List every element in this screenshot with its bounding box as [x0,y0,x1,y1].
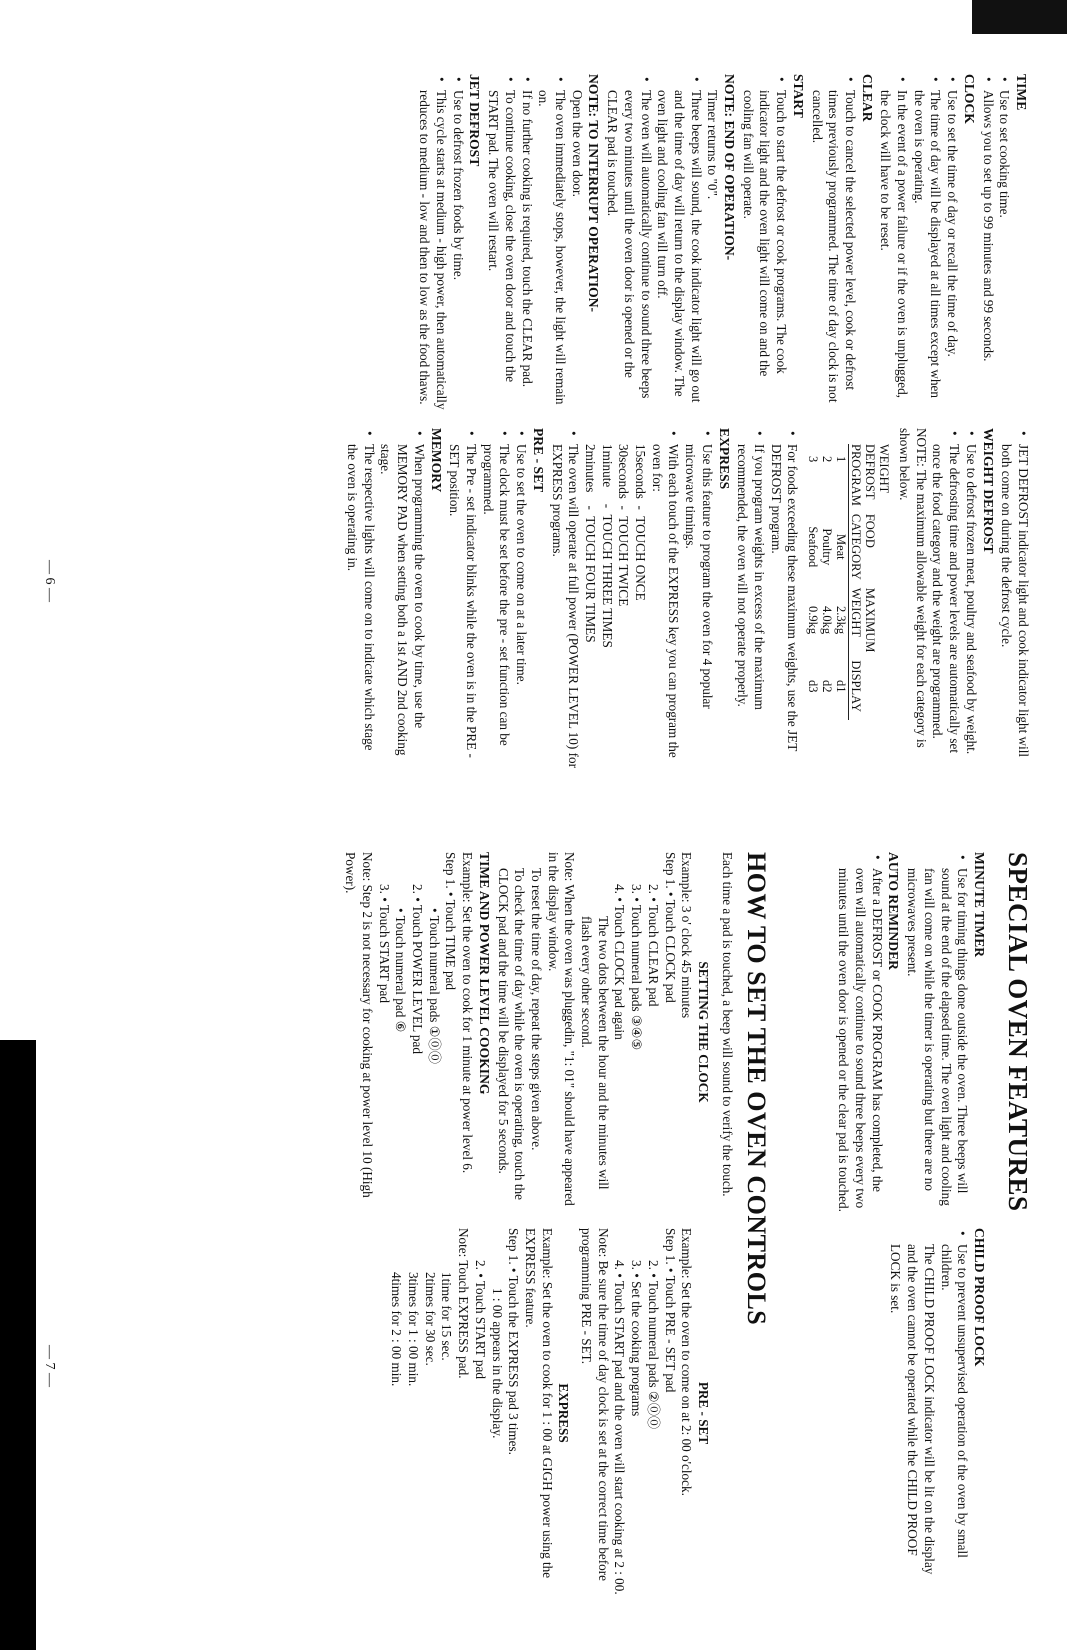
setting-clock-para: To reset the time of day, repeat the steps given above. [528,868,544,1151]
table-row [806,444,820,720]
setting-clock-step: Step 1. • Touch CLOCK pad [662,852,678,1003]
table-header: WEIGHT [849,588,864,661]
table-header [863,660,877,720]
note-interrupt-bullet: • To continue cooking, close the oven door and touch the START pad. The oven will restart. [485,74,518,410]
setting-clock-para: To check the time of day while the oven is operating, touch the CLOCK pad and the time will be displayed for 5 seconds. [495,868,528,1200]
start-heading: START [790,74,806,118]
express-step: Step 1. • Touch the EXPRESS pad 3 times. [506,1228,522,1455]
express-note-item: 1time for 15 sec. [439,1272,455,1361]
page6-right-column [343,428,1031,768]
page7-controls-right [388,1228,711,1598]
weight-defrost-bullet: • The defrosting time and power levels are automatically set once the food category and the weight are programmed. [929,428,962,768]
preset-heading: PRE - SET [530,428,546,493]
table-row [820,444,834,720]
memory-bullet: • When programming the oven to cook by time, use the MEMORY PAD when setting both a 1st AND 2nd cooking stage. [377,428,427,768]
setting-clock-example: Example: 3 o' clock 45 minutes [679,852,695,1019]
table-header [877,660,891,720]
table-header: WEIGHT [877,444,892,494]
weight-defrost-bullet: • For foods exceeding these maximum weights, use the JET DEFROST program. [767,428,800,768]
table-cell: 3 [806,456,821,463]
child-lock-bullet: • Use to prevent unsupervised operation of the oven by small children. [937,1228,970,1588]
clear-bullet: • Touch to cancel the selected power level, cook or defrost times previously programmed. The time of day clock is not cancelled. [808,74,858,410]
setting-clock-step: 4. • Touch CLOCK pad again [612,884,628,1040]
jet-defrost-bullet: • This cycle starts at medium - high power, then automatically reduces to medium - low and then to low as the food thaws. [416,74,449,410]
preset-example: Example: Set the oven to come on at 2: 00 o'clock. [679,1228,695,1496]
express-timing: 1minute - TOUCH THREE TIMES [599,444,615,648]
preset-bullet: • Use to set the oven to come on at a later time. [512,428,529,768]
jet-defrost-bullet: • Use to defrost frozen foods by time. [449,74,466,410]
memory-heading: MEMORY [428,428,444,493]
table-header: PROGRAM [849,444,864,514]
time-bullet: • Use to set cooking time. [996,74,1013,410]
weight-defrost-heading: WEIGHT DEFROST [980,428,996,554]
note-interrupt-heading: NOTE: TO INTERRUPT OPERATION- [586,74,602,313]
page-number-6: — 6 — [42,560,57,602]
setting-clock-heading: SETTING THE CLOCK [696,961,711,1103]
table-header: DEFROST [863,444,878,500]
time-power-step: • Touch numeral pads ①⓪⓪ [426,908,442,1064]
weight-defrost-table [806,444,891,720]
page7-controls-left [342,852,711,1212]
child-lock-text: The CHILD PROOF LOCK indicator will be lit on the display and the oven cannot be operated while the CHILD PROOF LOCK is set. [888,1244,937,1575]
table-header: FOOD [863,513,878,548]
table-cell: 1 [834,456,849,463]
express-heading: EXPRESS [556,1383,572,1443]
time-power-heading: TIME AND POWER LEVEL COOKING [476,852,492,1095]
minute-timer-bullet: • Use for timing things done outside the oven. Three beeps will sound at the end of the elapsed time. The oven light and cooling fan will come on while the timer is operating but there are no microwaves present. [903,852,970,1212]
express-step: 2. • Touch START pad [472,1260,488,1379]
table-cell: Seafood [806,526,821,568]
table-row [834,444,849,720]
time-power-step: • Touch numeral pad ⑥ [393,908,409,1033]
note-interrupt-bullet: • The oven immediately stops, however, the light will remain on. [535,74,568,410]
clock-bullet: • The time of day will be displayed at all times except when the oven is operating. [910,74,943,410]
table-cell: Meat [834,533,849,560]
table-header: CATEGORY [849,514,864,588]
express-bullet: • Use this feature to program the oven for 4 popular microwave timings. [681,428,714,768]
express-timing: 30seconds - TOUCH TWICE [616,444,632,607]
table-cell: Poultry [820,528,835,566]
section-title-special-features: SPECIAL OVEN FEATURES [1003,852,1033,1212]
child-lock-heading: CHILD PROOF LOCK [972,1228,987,1367]
minute-timer-heading: MINUTE TIMER [972,852,987,958]
clock-heading: CLOCK [961,74,977,124]
setting-clock-note: Note: When the oven was pluggedin, "1: 01" should have appeared in the display window. [545,852,578,1206]
express-bullet: • With each touch of the EXPRESS key you can program the oven for: [648,428,681,768]
preset-note: Note: Be sure the time of day clock is set at the correct time before programming PRE - SET. [579,1228,611,1581]
setting-clock-step: 2. • Touch CLEAR pad [645,884,661,1007]
table-cell: d3 [806,679,821,693]
weight-defrost-bullet: • If you program weights in excess of the maximum recommended, the oven will not operate properly. [734,428,767,768]
clock-bullet: • Use to set the time of day or recall the time of day. [943,74,960,410]
express-note-item: 4times for 2 : 00 min. [389,1272,405,1387]
auto-reminder-heading: AUTO REMINDER [886,852,902,970]
table-cell: 4.0kg [820,606,835,635]
time-power-step: 3. • Touch START pad [376,884,392,1003]
table-header: DISPLAY [849,660,864,720]
express-example: Example: Set the oven to cook for 1 : 00 at GIGH power using the EXPRESS feature. [522,1228,555,1579]
preset-step: Step 1. • Touch PRE - SET pad [662,1228,678,1393]
time-power-step: 2. • Touch POWER LEVEL pad [410,884,426,1054]
note-interrupt-sub: Open the oven door. [569,90,585,197]
note-end-heading: NOTE: END OF OPERATION- [722,74,738,261]
table-cell: 0.9kg [806,606,821,635]
start-bullet: • Touch to start the defrost or cook programs. The cook indicator light and the oven light will come on and the cooling fan will operate. [739,74,789,410]
clear-heading: CLEAR [859,74,875,122]
page6-left-column [416,74,1031,410]
time-power-example: Example: Set the oven to cook for 1 minute at power level 6. [460,852,476,1174]
page7-features-right [887,1228,989,1588]
preset-step: 2. • Touch numeral pads ②⓪⓪ [645,1260,661,1430]
express-heading: EXPRESS [716,428,732,490]
table-cell: 2 [820,456,835,463]
express-note: Note: Touch EXPRESS pad. [456,1228,472,1379]
preset-step: 3. • Set the cooking programs [629,1260,645,1417]
express-timing: 15seconds - TOUCH ONCE [633,444,649,601]
setting-clock-step-detail: The two dots between the hour and the minutes will flash every other second. [579,916,611,1190]
section-title-how-to-set: HOW TO SET THE OVEN CONTROLS [742,852,771,1326]
setting-clock-step: 3. • Touch numeral pads ③④⑤ [629,884,645,1051]
preset-heading: PRE - SET [696,1381,711,1445]
preset-bullet: • The clock must be set before the pre - set function can be programmed. [479,428,512,768]
table-header: MAXIMUM [863,587,878,653]
table-cell: 2.3kg [834,606,849,635]
note-end-sub: Timer returns to "0". [705,90,721,200]
note-end-bullet: • The oven will automatically continue to sound three beeps every two minutes until the oven door is opened or the CLEAR pad is touched. [603,74,653,410]
clock-bullet: • In the event of a power failure or if the oven is unplugged, the clock will have to be reset. [877,74,910,410]
express-note-item: 3times for 1 : 00 min. [406,1272,422,1387]
time-heading: TIME [1014,74,1029,111]
time-power-step: Step 1. • Touch TIME pad [443,852,459,990]
table-cell: d2 [820,679,835,693]
jet-defrost-heading: JET DEFROST [467,74,483,167]
intro-text: Each time a pad is touched, a beep will sound to verify the touch. [720,852,735,1197]
weight-defrost-note: NOTE: The maximum allowable weight for each category is shown below. [897,428,929,748]
preset-step: 4. • Touch START pad and the oven will start cooking at 2 : 00. [612,1260,628,1595]
table-header [877,514,891,588]
note-end-bullet: • Three beeps will sound, the cook indicator light will go out and the time of day will return to the display window. The oven light and cooling fan will turn off. [654,74,704,410]
express-note-item: 2times for 30 sec. [422,1272,438,1366]
time-bullet: • Allows you to set up to 99 minutes and 99 seconds. [979,74,996,410]
memory-bullet: • The respective lights will come on to indicate which stage the oven is operating in. [343,428,376,768]
jet-defrost-bullet: • JET DEFROST indicator light and cook indicator light will both come on during the defrost cycle. [998,428,1031,768]
note-interrupt-bullet: • If no further cooking is required, touch the CLEAR pad. [518,74,535,410]
table-header [877,588,891,661]
table-cell: d1 [834,679,849,693]
express-timing: 2minutes - TOUCH FOUR TIMES [582,444,598,643]
page7-features-left [835,852,989,1212]
express-bullet: • The oven will operate at full power (POWER LEVEL 10) for EXPRESS programs. [548,428,581,768]
auto-reminder-bullet: • After a DEFROST or COOK PROGRAM has completed, the oven will automatically continue to sound three beeps every two minutes until the oven door is opened or the clear pad is touched. [835,852,885,1212]
time-power-note: Note: Step 2 is not necessary for cooking at power level 10 (High Power). [343,852,375,1198]
weight-defrost-bullet: • Use to defrost frozen meat, poultry and seafood by weight. [962,428,979,768]
preset-bullet: • The Pre - set indicator blinks while the oven is in the PRE - SET position. [446,428,479,768]
express-step-detail: 1 : 00 appears in the display. [489,1288,505,1439]
page-number-7: — 7 — [42,1345,57,1387]
